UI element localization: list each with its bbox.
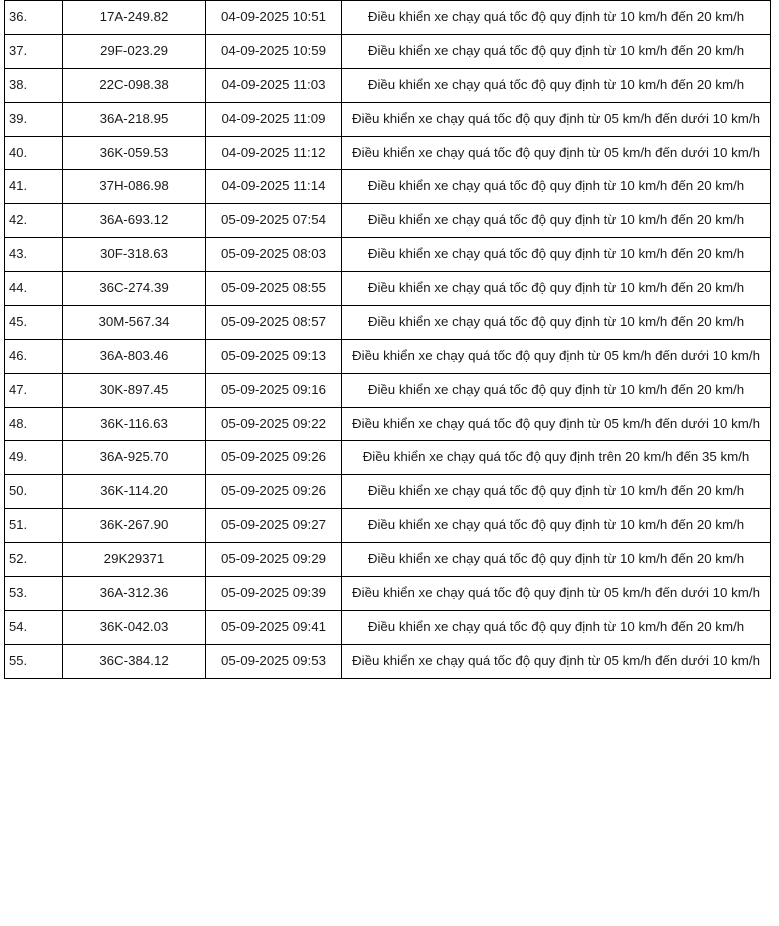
table-row [5,610,771,644]
violation-description-cell: Điều khiển xe chạy quá tốc độ quy định từ 10 km/h đến 20 km/h [342,238,771,272]
violation-description-cell: Điều khiển xe chạy quá tốc độ quy định từ 10 km/h đến 20 km/h [342,34,771,68]
row-index-cell: 55. [5,644,63,678]
violation-datetime-cell: 05-09-2025 08:03 [206,238,342,272]
violation-description-cell: Điều khiển xe chạy quá tốc độ quy định từ 05 km/h đến dưới 10 km/h [342,136,771,170]
row-index-cell: 49. [5,441,63,475]
violation-datetime-cell: 04-09-2025 11:14 [206,170,342,204]
row-index-cell: 42. [5,204,63,238]
violation-description-cell: Điều khiển xe chạy quá tốc độ quy định từ 05 km/h đến dưới 10 km/h [342,339,771,373]
license-plate-cell: 36C-274.39 [63,272,206,306]
violation-datetime-cell: 04-09-2025 11:12 [206,136,342,170]
row-index-cell: 41. [5,170,63,204]
table-row [5,644,771,678]
license-plate-cell: 36A-218.95 [63,102,206,136]
violation-description-cell: Điều khiển xe chạy quá tốc độ quy định từ 05 km/h đến dưới 10 km/h [342,102,771,136]
violation-datetime-cell: 05-09-2025 09:16 [206,373,342,407]
violation-description-cell: Điều khiển xe chạy quá tốc độ quy định từ 10 km/h đến 20 km/h [342,170,771,204]
row-index-cell: 39. [5,102,63,136]
violation-description-cell: Điều khiển xe chạy quá tốc độ quy định từ 10 km/h đến 20 km/h [342,272,771,306]
violation-datetime-cell: 04-09-2025 10:51 [206,1,342,35]
row-index-cell: 53. [5,576,63,610]
license-plate-cell: 36A-312.36 [63,576,206,610]
license-plate-cell: 29F-023.29 [63,34,206,68]
row-index-cell: 50. [5,475,63,509]
table-row [5,1,771,35]
table-row [5,272,771,306]
license-plate-cell: 36A-693.12 [63,204,206,238]
row-index-cell: 54. [5,610,63,644]
violation-table [4,0,771,679]
row-index-cell: 47. [5,373,63,407]
row-index-cell: 44. [5,272,63,306]
row-index-cell: 36. [5,1,63,35]
table-row [5,68,771,102]
row-index-cell: 43. [5,238,63,272]
table-row [5,339,771,373]
table-row [5,305,771,339]
license-plate-cell: 17A-249.82 [63,1,206,35]
license-plate-cell: 36A-925.70 [63,441,206,475]
row-index-cell: 51. [5,509,63,543]
license-plate-cell: 37H-086.98 [63,170,206,204]
license-plate-cell: 29K29371 [63,543,206,577]
license-plate-cell: 36A-803.46 [63,339,206,373]
violation-description-cell: Điều khiển xe chạy quá tốc độ quy định từ 10 km/h đến 20 km/h [342,305,771,339]
table-row [5,204,771,238]
violation-description-cell: Điều khiển xe chạy quá tốc độ quy định từ 10 km/h đến 20 km/h [342,475,771,509]
row-index-cell: 37. [5,34,63,68]
violation-datetime-cell: 05-09-2025 09:27 [206,509,342,543]
table-row [5,238,771,272]
license-plate-cell: 36K-114.20 [63,475,206,509]
table-row [5,34,771,68]
row-index-cell: 46. [5,339,63,373]
violation-description-cell: Điều khiển xe chạy quá tốc độ quy định trên 20 km/h đến 35 km/h [342,441,771,475]
table-row [5,136,771,170]
license-plate-cell: 30K-897.45 [63,373,206,407]
table-row [5,576,771,610]
violation-datetime-cell: 05-09-2025 08:55 [206,272,342,306]
violation-description-cell: Điều khiển xe chạy quá tốc độ quy định từ 10 km/h đến 20 km/h [342,68,771,102]
violation-datetime-cell: 05-09-2025 09:41 [206,610,342,644]
violation-datetime-cell: 05-09-2025 09:26 [206,475,342,509]
table-row [5,170,771,204]
table-row [5,373,771,407]
violation-description-cell: Điều khiển xe chạy quá tốc độ quy định từ 10 km/h đến 20 km/h [342,610,771,644]
violation-description-cell: Điều khiển xe chạy quá tốc độ quy định từ 10 km/h đến 20 km/h [342,373,771,407]
license-plate-cell: 36C-384.12 [63,644,206,678]
table-row [5,441,771,475]
row-index-cell: 38. [5,68,63,102]
license-plate-cell: 30M-567.34 [63,305,206,339]
table-row [5,102,771,136]
license-plate-cell: 36K-116.63 [63,407,206,441]
row-index-cell: 52. [5,543,63,577]
violation-datetime-cell: 05-09-2025 07:54 [206,204,342,238]
table-row [5,475,771,509]
violation-datetime-cell: 05-09-2025 09:22 [206,407,342,441]
violation-datetime-cell: 05-09-2025 09:26 [206,441,342,475]
violation-datetime-cell: 04-09-2025 11:09 [206,102,342,136]
row-index-cell: 48. [5,407,63,441]
license-plate-cell: 36K-059.53 [63,136,206,170]
violation-datetime-cell: 04-09-2025 10:59 [206,34,342,68]
violation-description-cell: Điều khiển xe chạy quá tốc độ quy định từ 05 km/h đến dưới 10 km/h [342,644,771,678]
violation-datetime-cell: 05-09-2025 08:57 [206,305,342,339]
license-plate-cell: 36K-042.03 [63,610,206,644]
license-plate-cell: 22C-098.38 [63,68,206,102]
violation-description-cell: Điều khiển xe chạy quá tốc độ quy định từ 10 km/h đến 20 km/h [342,509,771,543]
violation-description-cell: Điều khiển xe chạy quá tốc độ quy định từ 05 km/h đến dưới 10 km/h [342,407,771,441]
violation-table-body [5,1,771,679]
violation-description-cell: Điều khiển xe chạy quá tốc độ quy định từ 10 km/h đến 20 km/h [342,1,771,35]
row-index-cell: 45. [5,305,63,339]
violation-datetime-cell: 05-09-2025 09:53 [206,644,342,678]
violation-description-cell: Điều khiển xe chạy quá tốc độ quy định từ 05 km/h đến dưới 10 km/h [342,576,771,610]
license-plate-cell: 36K-267.90 [63,509,206,543]
row-index-cell: 40. [5,136,63,170]
violation-description-cell: Điều khiển xe chạy quá tốc độ quy định từ 10 km/h đến 20 km/h [342,204,771,238]
violation-description-cell: Điều khiển xe chạy quá tốc độ quy định từ 10 km/h đến 20 km/h [342,543,771,577]
violation-datetime-cell: 05-09-2025 09:13 [206,339,342,373]
license-plate-cell: 30F-318.63 [63,238,206,272]
violation-datetime-cell: 05-09-2025 09:29 [206,543,342,577]
table-row [5,509,771,543]
violation-datetime-cell: 05-09-2025 09:39 [206,576,342,610]
violation-datetime-cell: 04-09-2025 11:03 [206,68,342,102]
table-row [5,543,771,577]
table-row [5,407,771,441]
